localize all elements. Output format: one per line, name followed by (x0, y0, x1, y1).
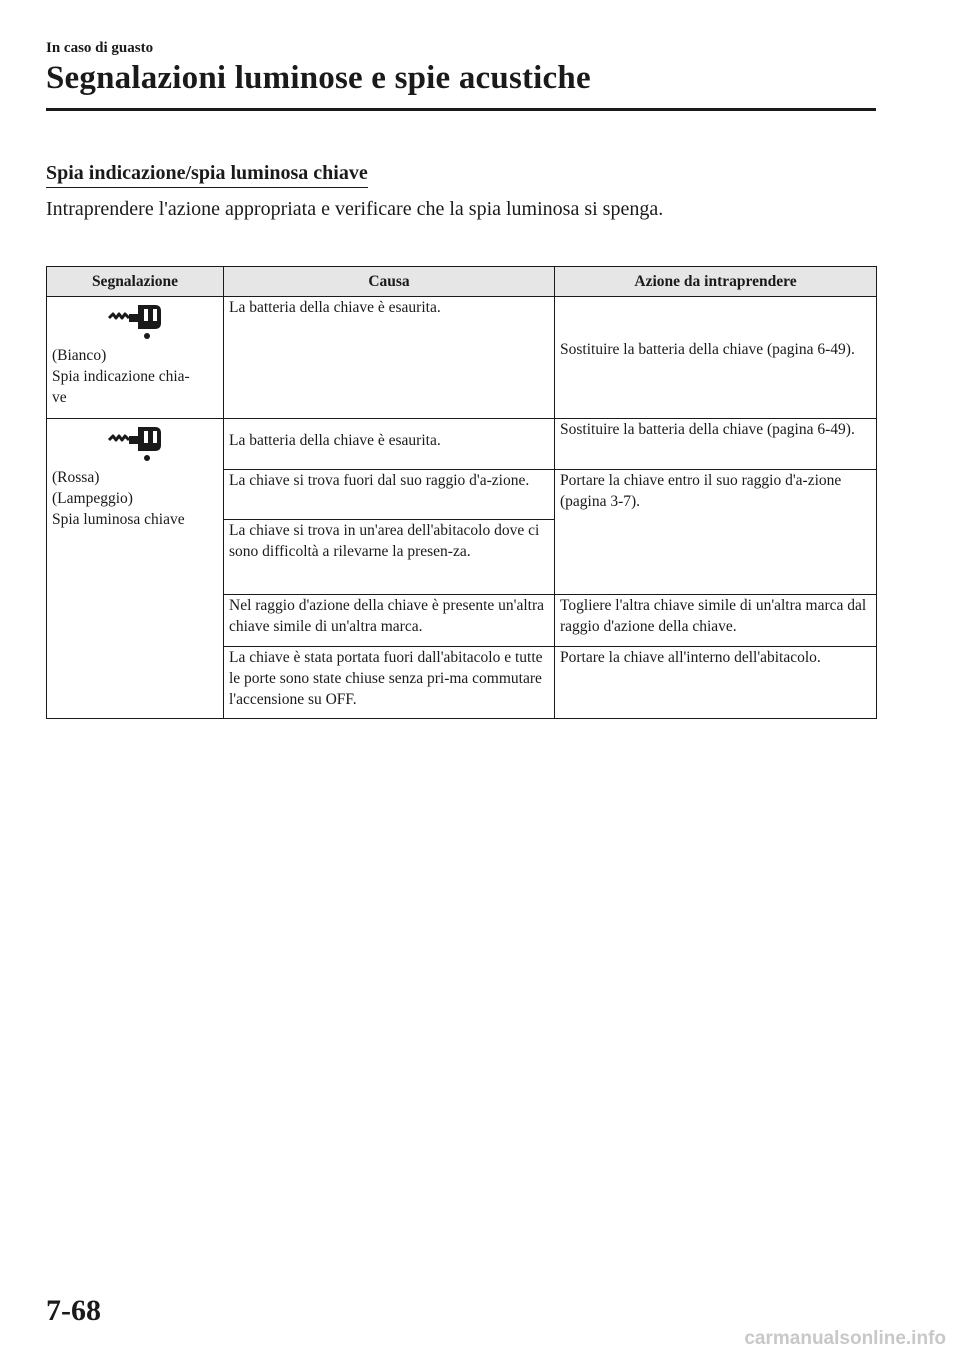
cause-cell: La batteria della chiave è esaurita. (224, 297, 555, 419)
signal-line: (Bianco) (52, 347, 107, 364)
cause-cell: Nel raggio d'azione della chiave è presente un'altra chiave simile di un'altra marca. (224, 595, 555, 647)
header-action: Azione da intraprendere (555, 267, 877, 297)
table-row (47, 419, 877, 470)
intro-text: Intraprendere l'azione appropriata e verificare che la spia luminosa si spenga. (46, 198, 664, 220)
action-cell: Togliere l'altra chiave simile di un'altra marca dal raggio d'azione della chiave. (555, 595, 877, 647)
table-header-row (47, 267, 877, 297)
cause-cell: La chiave si trova in un'area dell'abitacolo dove ci sono difficoltà a rilevarne la presen-za. (224, 520, 555, 595)
warning-table (46, 266, 877, 719)
action-cell: Sostituire la batteria della chiave (pagina 6-49). (555, 297, 877, 419)
title-rule (46, 108, 876, 111)
signal-cell-white (47, 297, 224, 419)
key-warning-icon (105, 419, 165, 463)
action-cell: Sostituire la batteria della chiave (pagina 6-49). (555, 419, 877, 470)
page-title: Segnalazioni luminose e spie acustiche (46, 60, 591, 96)
header-cause: Causa (224, 267, 555, 297)
signal-line: Spia luminosa chiave (52, 511, 185, 528)
header-signal: Segnalazione (47, 267, 224, 297)
chapter-label: In caso di guasto (46, 40, 154, 56)
page-number: 7-68 (46, 1294, 101, 1327)
table-row (47, 297, 877, 419)
signal-cell-red (47, 419, 224, 719)
signal-line: (Rossa) (52, 469, 100, 486)
watermark: carmanualsonline.info (744, 1328, 946, 1349)
action-cell: Portare la chiave all'interno dell'abitacolo. (555, 647, 877, 719)
signal-line: ve (52, 389, 67, 406)
cause-cell: La chiave è stata portata fuori dall'abitacolo e tutte le porte sono state chiuse senza pri-ma commutare l'accensione su OFF. (224, 647, 555, 719)
key-warning-icon (105, 297, 165, 341)
cause-cell: La chiave si trova fuori dal suo raggio d'a-zione. (224, 470, 555, 520)
section-heading: Spia indicazione/spia luminosa chiave (46, 162, 368, 188)
cause-cell: La batteria della chiave è esaurita. (224, 419, 555, 470)
signal-line: Spia indicazione chia- (52, 368, 190, 385)
action-cell: Portare la chiave entro il suo raggio d'a-zione (pagina 3-7). (555, 470, 877, 595)
signal-line: (Lampeggio) (52, 490, 133, 507)
